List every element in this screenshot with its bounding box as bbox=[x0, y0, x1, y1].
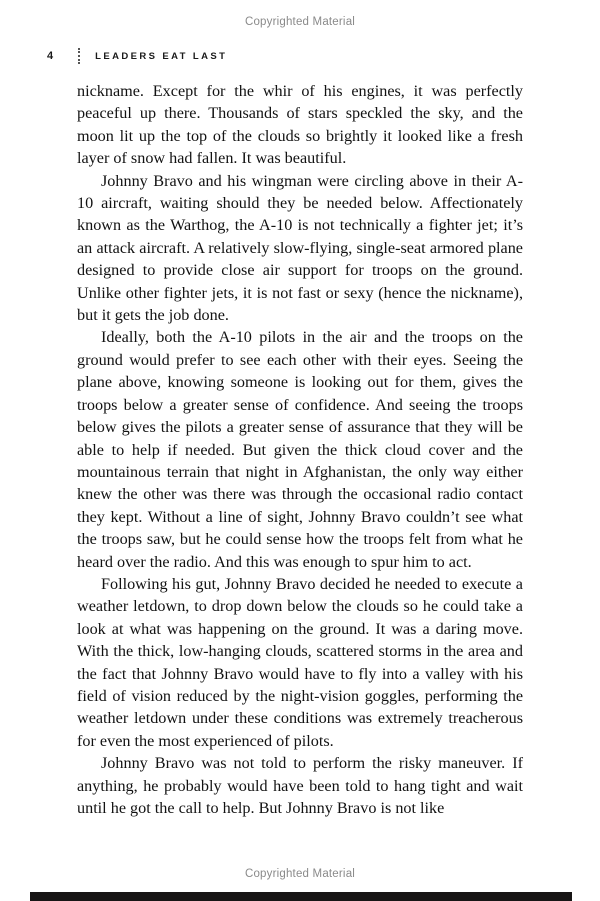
paragraph: Johnny Bravo and his wingman were circling above in their A-10 aircraft, waiting should they be needed below. Affectionately known as the Warthog, the A-10 is not technically a fighter jet; it’s an attack aircraft. A relatively slow-flying, single-seat armored plane designed to provide close air support for troops on the ground. Unlike other fighter jets, it is not fast or sexy (hence the nickname), but it gets the job done. bbox=[77, 171, 523, 325]
paragraph: Johnny Bravo was not told to perform the risky maneuver. If anything, he probably would have been told to hang tight and wait until he got the call to help. But Johnny Bravo is not like bbox=[77, 754, 523, 817]
copyright-notice-bottom: Copyrighted Material bbox=[244, 868, 356, 880]
page-number: 4 bbox=[47, 50, 54, 62]
running-header-title: LEADERS EAT LAST bbox=[95, 50, 228, 62]
running-header bbox=[47, 48, 600, 64]
paragraph: Following his gut, Johnny Bravo decided he needed to execute a weather letdown, to drop down below the clouds so he could take a look at what was happening on the ground. It was a daring move. With the thick, low-hanging clouds, scattered storms in the area and the fact that Johnny Bravo would have to fly into a valley with his field of vision reduced by the night-vision goggles, performing the weather letdown under these conditions was extremely treacherous for even the most experienced of pilots. bbox=[77, 574, 523, 750]
page-body-text bbox=[77, 80, 523, 868]
paragraph: nickname. Except for the whir of his engines, it was perfectly peaceful up there. Thousands of stars speckled the sky, and the moon lit up the top of the clouds so brightly it looked like a fresh layer of snow had fallen. It was beautiful. bbox=[77, 82, 523, 168]
paragraph: Ideally, both the A-10 pilots in the air and the troops on the ground would prefer to see each other with their eyes. Seeing the plane above, knowing someone is looking out for them, gives the troops below a greater sense of confidence. And seeing the troops below gives the pilots a greater sense of assurance that they will be able to help if needed. But given the thick cloud cover and the mountainous terrain that night in Afghanistan, the only way either knew the other was there was through the occasional radio contact they kept. Without a line of sight, Johnny Bravo couldn’t see what the troops saw, but he could sense how the troops felt from what he heard over the radio. And this was enough to spur him to act. bbox=[77, 328, 523, 571]
page-edge-bar bbox=[30, 892, 572, 901]
copyright-notice-top: Copyrighted Material bbox=[244, 16, 356, 28]
header-divider-dots-icon bbox=[78, 48, 80, 64]
